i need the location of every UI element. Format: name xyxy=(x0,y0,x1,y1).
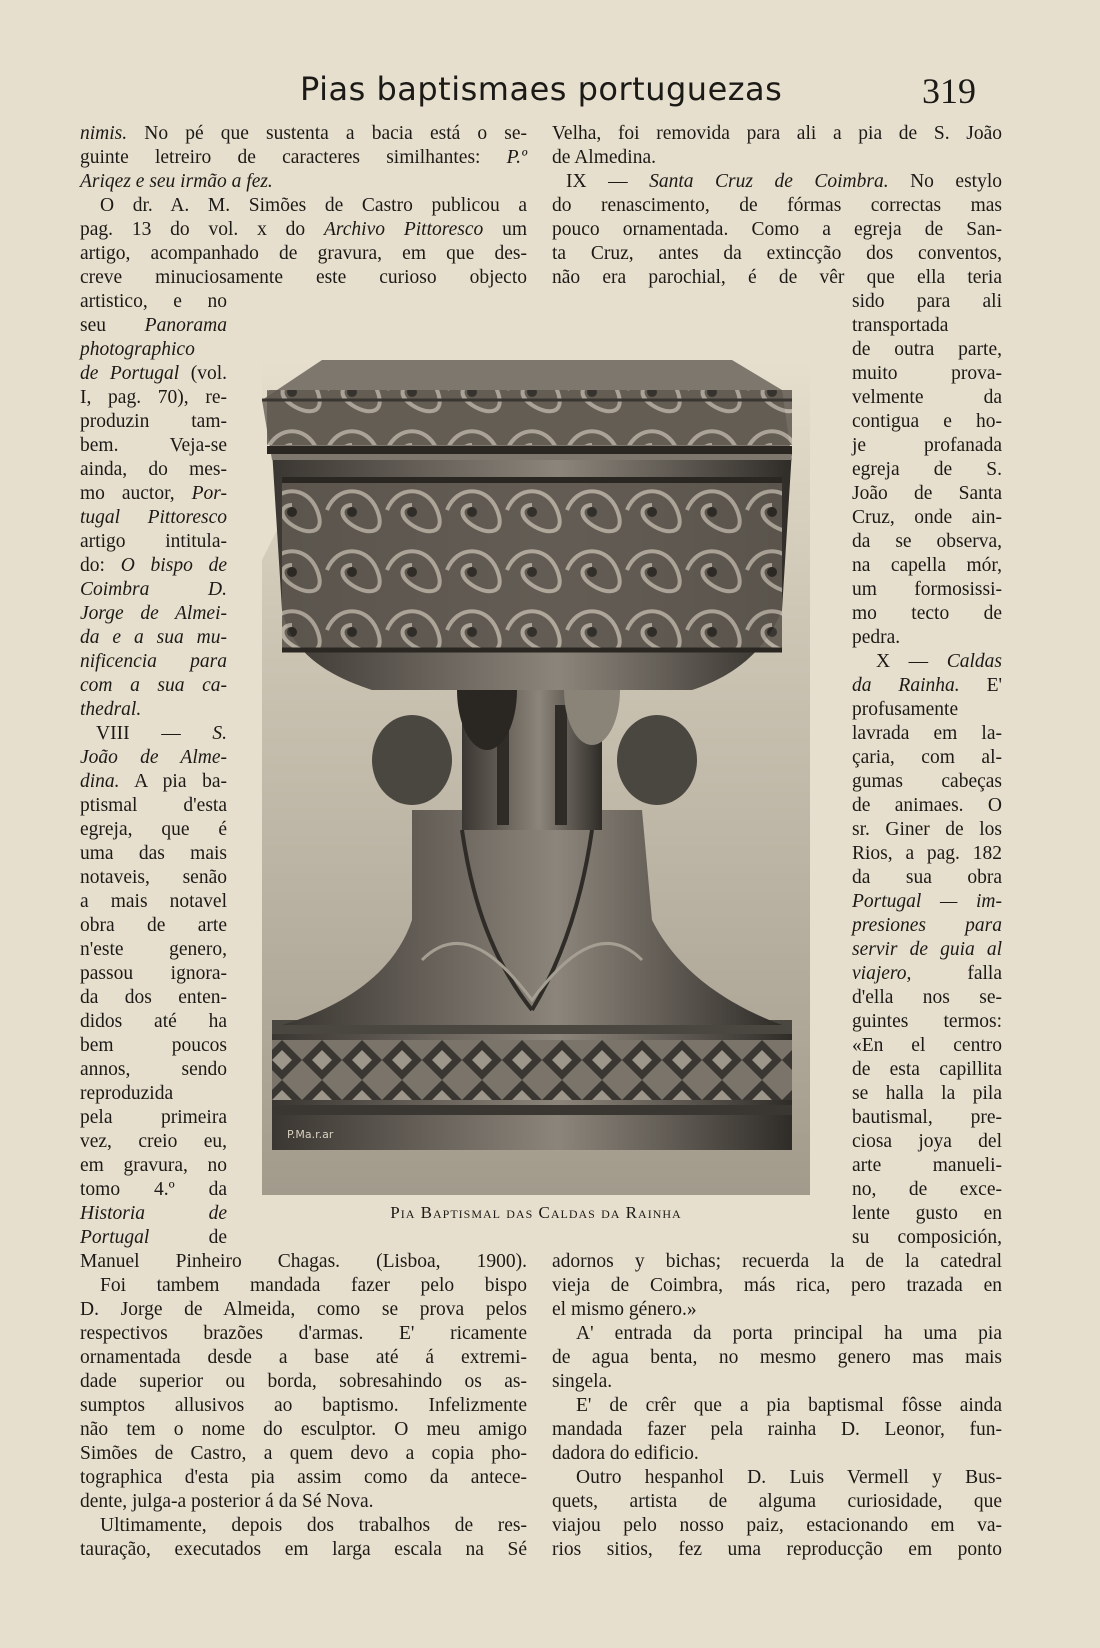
text-line: dente, julga-a posterior á da Sé Nova. xyxy=(80,1491,374,1512)
text-line: I, pag. 70), re- xyxy=(80,387,227,408)
text-line: pouco ornamentada. Como a egreja de San- xyxy=(552,219,1002,240)
text-line: lavrada em la- xyxy=(852,723,1002,744)
figure-caption xyxy=(262,1203,810,1223)
text-line: bem. Veja-se xyxy=(80,435,227,456)
running-header-title: Pias baptismaes portuguezas xyxy=(300,70,783,108)
text-line: passou ignora- xyxy=(80,963,227,984)
text-line: Historia de xyxy=(80,1203,227,1224)
text-line: Portugal — im- xyxy=(852,891,1002,912)
text-line: do: O bispo de xyxy=(80,555,227,576)
photo-signature: P.Ma.r.ar xyxy=(287,1128,334,1141)
text-line: tugal Pittoresco xyxy=(80,507,227,528)
text-line: da Rainha. E' xyxy=(852,675,1002,696)
text-line: sr. Giner de los xyxy=(852,819,1002,840)
text-line: de esta capillita xyxy=(852,1059,1002,1080)
text-line: Coimbra D. xyxy=(80,579,227,600)
text-line: pag. 13 do vol. x do Archivo Pittoresco um xyxy=(80,219,528,240)
text-line: respectivos brazões d'armas. E' ricamente xyxy=(80,1323,527,1344)
text-line: Cruz, onde ain- xyxy=(852,507,1002,528)
text-line: mandada fazer pela rainha D. Leonor, fun- xyxy=(552,1419,1002,1440)
text-line: photographico xyxy=(80,339,195,360)
text-line: transportada xyxy=(852,315,949,336)
text-line: quets, artista de alguma curiosidade, que xyxy=(552,1491,1002,1512)
text-line: tauração, executados em larga escala na Sé xyxy=(80,1539,527,1560)
text-line: ciosa joya del xyxy=(852,1131,1002,1152)
text-line: çaria, com al- xyxy=(852,747,1002,768)
text-line: Manuel Pinheiro Chagas. (Lisboa, 1900). xyxy=(80,1251,527,1272)
text-line: O dr. A. M. Simões de Castro publicou a xyxy=(100,195,527,216)
text-line: guinte letreiro de caracteres similhantes: P.º xyxy=(80,147,527,168)
text-line: produzin tam- xyxy=(80,411,227,432)
text-line: guintes termos: xyxy=(852,1011,1002,1032)
text-line: ptismal d'esta xyxy=(80,795,227,816)
text-line: VIII — S. xyxy=(96,723,227,744)
text-line: notaveis, senão xyxy=(80,867,227,888)
text-line: d'ella nos se- xyxy=(852,987,1002,1008)
text-line: dina. A pia ba- xyxy=(80,771,227,792)
text-line: mo auctor, Por- xyxy=(80,483,227,504)
figure-caption-text: Pia Baptismal das Caldas da Rainha xyxy=(390,1203,682,1222)
figure-baptismal-font xyxy=(262,360,810,1195)
text-line: reproduzida xyxy=(80,1083,174,1104)
text-line: com a sua ca- xyxy=(80,675,227,696)
baptismal-font-illustration xyxy=(262,360,810,1195)
text-line: egreja de S. xyxy=(852,459,1002,480)
text-line: dadora do edificio. xyxy=(552,1443,699,1464)
text-line: da sua obra xyxy=(852,867,1002,888)
text-line: bautismal, pre- xyxy=(852,1107,1002,1128)
text-line: velmente da xyxy=(852,387,1002,408)
text-line: seu Panorama xyxy=(80,315,227,336)
text-line: artigo, acompanhado de gravura, em que des- xyxy=(80,243,527,264)
text-line: pedra. xyxy=(852,627,901,648)
text-line: não tem o nome do esculptor. O meu amigo xyxy=(80,1419,527,1440)
text-line: servir de guia al xyxy=(852,939,1002,960)
text-line: no, de exce- xyxy=(852,1179,1002,1200)
text-line: da dos enten- xyxy=(80,987,227,1008)
text-line: arte manueli- xyxy=(852,1155,1002,1176)
text-line: da se observa, xyxy=(852,531,1002,552)
text-line: artigo intitula- xyxy=(80,531,227,552)
text-line: X — Caldas xyxy=(876,651,1002,672)
text-line: na capella mór, xyxy=(852,555,1002,576)
text-line: pela primeira xyxy=(80,1107,227,1128)
text-line: Jorge de Almei- xyxy=(80,603,227,624)
text-line: em gravura, no xyxy=(80,1155,227,1176)
page-number: 319 xyxy=(922,71,976,111)
text-line: rios sitios, fez uma reproducção em ponto xyxy=(552,1539,1002,1560)
text-line: de animaes. O xyxy=(852,795,1002,816)
text-line: João de Alme- xyxy=(80,747,227,768)
text-line: do renascimento, de fórmas correctas mas xyxy=(552,195,1002,216)
text-line: de outra parte, xyxy=(852,339,1002,360)
text-line: tographica d'esta pia assim como da antece- xyxy=(80,1467,527,1488)
text-line: egreja, que é xyxy=(80,819,227,840)
text-line: presiones para xyxy=(852,915,1002,936)
text-line: de Portugal (vol. xyxy=(80,363,227,384)
text-line: «En el centro xyxy=(852,1035,1002,1056)
text-line: gumas cabeças xyxy=(852,771,1002,792)
text-line: IX — Santa Cruz de Coimbra. No estylo xyxy=(566,171,1002,192)
text-line: se halla la pila xyxy=(852,1083,1002,1104)
text-line: da e a sua mu- xyxy=(80,627,227,648)
text-line: um formosissi- xyxy=(852,579,1002,600)
text-line: je profanada xyxy=(852,435,1002,456)
text-line: A' entrada da porta principal ha uma pia xyxy=(576,1323,1002,1344)
text-line: viajou pelo nosso paiz, estacionando em va- xyxy=(552,1515,1002,1536)
text-line: vieja de Coimbra, más rica, pero trazada en xyxy=(552,1275,1002,1296)
text-line: artistico, e no xyxy=(80,291,227,312)
text-line: Velha, foi removida para ali a pia de S. João xyxy=(552,123,1002,144)
text-line: obra de arte xyxy=(80,915,227,936)
text-line: dade superior ou borda, sobresahindo os as- xyxy=(80,1371,527,1392)
text-line: contigua e ho- xyxy=(852,411,1002,432)
text-line: tomo 4.º da xyxy=(80,1179,227,1200)
text-line: el mismo género.» xyxy=(552,1299,697,1320)
text-line: a mais notavel xyxy=(80,891,227,912)
text-line: João de Santa xyxy=(852,483,1002,504)
text-line: adornos y bichas; recuerda la de la catedral xyxy=(552,1251,1002,1272)
text-line: muito prova- xyxy=(852,363,1002,384)
text-line: Simões de Castro, a quem devo a copia pho- xyxy=(80,1443,527,1464)
text-line: ainda, do mes- xyxy=(80,459,227,480)
text-line: singela. xyxy=(552,1371,613,1392)
text-line: didos até ha xyxy=(80,1011,227,1032)
text-line: mo tecto de xyxy=(852,603,1002,624)
text-line: vez, creio eu, xyxy=(80,1131,227,1152)
text-line: Outro hespanhol D. Luis Vermell y Bus- xyxy=(576,1467,1002,1488)
text-line: profusamente xyxy=(852,699,959,720)
text-line: thedral. xyxy=(80,699,142,720)
text-line: E' de crêr que a pia baptismal fôsse ainda xyxy=(576,1395,1002,1416)
text-line: Ariqez e seu irmão a fez. xyxy=(80,171,273,192)
text-line: D. Jorge de Almeida, como se prova pelos xyxy=(80,1299,527,1320)
text-line: Rios, a pag. 182 xyxy=(852,843,1002,864)
text-line: Foi tambem mandada fazer pelo bispo xyxy=(100,1275,527,1296)
text-line: lente gusto en xyxy=(852,1203,1002,1224)
text-line: sumptos allusivos ao baptismo. Infelizmente xyxy=(80,1395,527,1416)
text-line: creve minuciosamente este curioso objecto xyxy=(80,267,527,288)
text-line: uma das mais xyxy=(80,843,227,864)
text-line: nimis. No pé que sustenta a bacia está o se- xyxy=(80,123,527,144)
text-line: annos, sendo xyxy=(80,1059,227,1080)
text-line: nificencia para xyxy=(80,651,227,672)
text-line: sido para ali xyxy=(852,291,1002,312)
text-line: bem poucos xyxy=(80,1035,227,1056)
text-line: viajero, falla xyxy=(852,963,1002,984)
text-line: Portugal de xyxy=(80,1227,227,1248)
text-line: de Almedina. xyxy=(552,147,656,168)
text-line: Ultimamente, depois dos trabalhos de res- xyxy=(100,1515,527,1536)
text-line: su composición, xyxy=(852,1227,1002,1248)
text-line: ta Cruz, antes da extincção dos conventos, xyxy=(552,243,1002,264)
text-line: ornamentada desde a base até á extremi- xyxy=(80,1347,527,1368)
text-line: de agua benta, no mesmo genero mas mais xyxy=(552,1347,1002,1368)
text-line: n'este genero, xyxy=(80,939,227,960)
text-line: não era parochial, é de vêr que ella teria xyxy=(552,267,1002,288)
